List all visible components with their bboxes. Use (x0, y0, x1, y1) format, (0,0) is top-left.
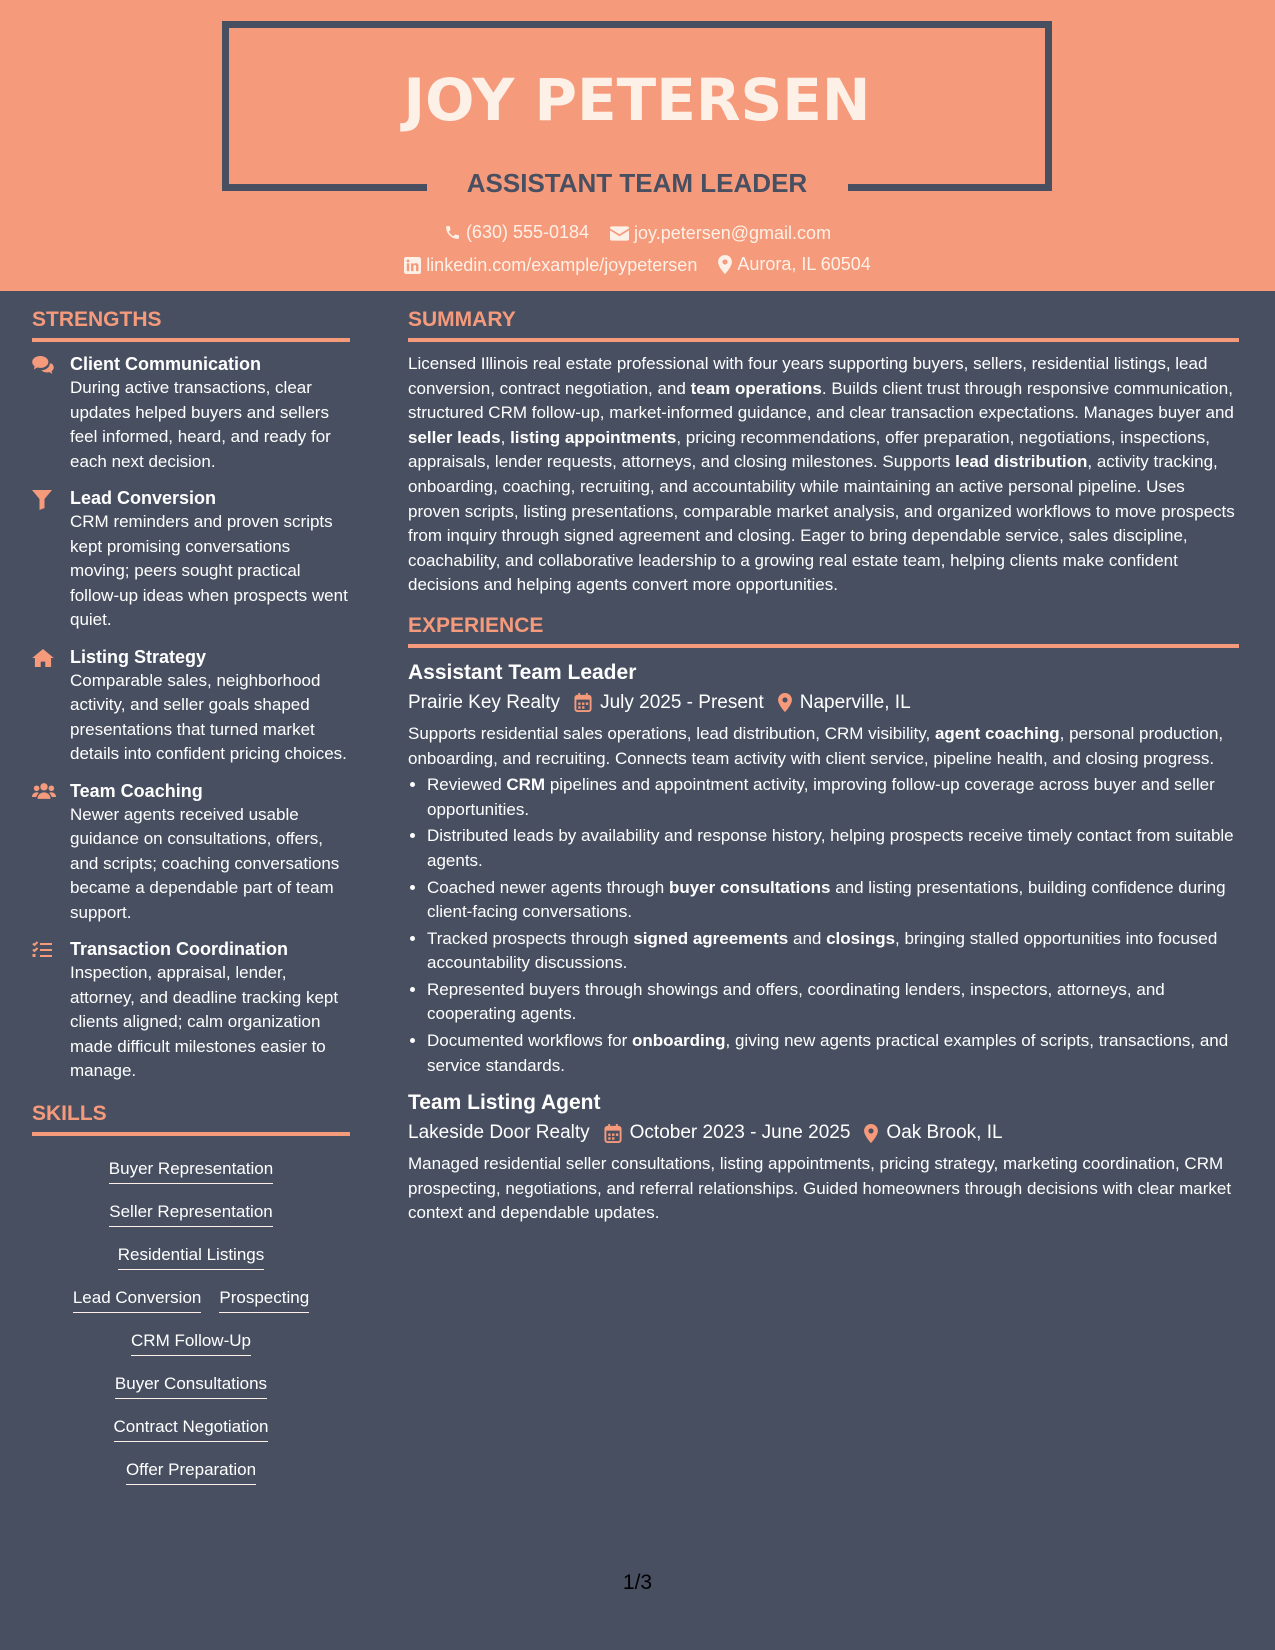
job-description: Managed residential seller consultations, listing appointments, pricing strategy, marketing coordination, CRM prospecting, negotiations, and referral relationships. Guided homeowners through decisions with clear market context and dependable updates. (408, 1154, 1232, 1223)
phone-icon (444, 224, 461, 241)
right-column (408, 304, 1239, 1226)
job-title: Team Listing Agent (408, 1091, 601, 1115)
resume-header (0, 0, 1275, 291)
candidate-name: JOY PETERSEN (403, 66, 871, 134)
map-pin-icon (864, 1124, 878, 1143)
calendar-icon (604, 1124, 622, 1143)
bullet-item: • Represented buyers through showings and offers, coordinating lenders, inspectors, attorneys, and cooperating agents. (427, 978, 1239, 1027)
summary-text: Licensed Illinois real estate professional with four years supporting buyers, sellers, residential listings, lead conversion, contract negotiation, and team operations. Builds client trust through responsive communication, structured CRM follow-up, market-informed guidance, and clear transaction expectations. Manages buyer and seller leads, listing appointments, pricing recommendations, offer preparation, negotiations, inspections, appraisals, lender requests, attorneys, and closing milestones. Supports lead distribution, activity tracking, onboarding, coaching, recruiting, and accountability while maintaining an active personal pipeline. Uses proven scripts, listing presentations, comparable market analysis, and organized workflows to move prospects from inquiry through signed agreement and closing. Eager to bring dependable service, sales discipline, coachability, and collaborative leadership to a growing real estate team, helping clients make confident decisions and helping agents convert more opportunities. (408, 354, 1235, 595)
strength-description: Inspection, appraisal, lender, attorney, and deadline tracking kept clients aligned; calm organization made difficult milestones easier to manage. (70, 963, 339, 1080)
left-column (32, 304, 350, 1494)
strength-description: During active transactions, clear updates helped buyers and sellers feel informed, heard, and ready for each next decision. (70, 378, 331, 471)
candidate-title: ASSISTANT TEAM LEADER (466, 168, 808, 198)
location-contact (718, 252, 870, 276)
skill-tag: Prospecting (219, 1287, 309, 1313)
experience-heading: EXPERIENCE (408, 610, 1239, 648)
bullet-item: • Coached newer agents through buyer consultations and listing presentations, building confidence during client-facing conversations. (427, 876, 1239, 925)
bullet-item: • Distributed leads by availability and response history, helping prospects receive timely contact from suitable agents. (427, 824, 1239, 873)
bullet-item: • Documented workflows for onboarding, giving new agents practical examples of scripts, transactions, and service standards. (427, 1029, 1239, 1078)
linkedin-contact[interactable] (404, 253, 697, 277)
email-text: joy.petersen@gmail.com (634, 223, 832, 243)
strength-item (32, 937, 350, 1084)
job-location: Oak Brook, IL (886, 1122, 1003, 1144)
skill-tag: CRM Follow-Up (131, 1330, 251, 1356)
strength-description: Newer agents received usable guidance on consultations, offers, and scripts; coaching conversations became a dependable part of team support. (70, 804, 340, 922)
chat-bubbles-icon (32, 356, 54, 374)
company-name: Prairie Key Realty (408, 691, 561, 713)
job-dates: July 2025 - Present (600, 691, 764, 713)
job-description: Supports residential sales operations, lead distribution, CRM visibility, agent coaching, personal production, onboarding, and recruiting. Connects team activity with client service, pipeline health, and closing progress. (408, 723, 1224, 768)
map-pin-icon (718, 255, 732, 274)
skill-tag: Residential Listings (118, 1244, 264, 1270)
job-meta (408, 1118, 1239, 1148)
strength-title: Listing Strategy (70, 646, 207, 667)
funnel-icon (32, 490, 52, 510)
checklist-icon (32, 941, 52, 958)
envelope-icon (610, 226, 629, 241)
job-dates: October 2023 - June 2025 (629, 1122, 851, 1144)
users-icon (32, 783, 56, 799)
strengths-heading: STRENGTHS (32, 304, 350, 342)
company-name: Lakeside Door Realty (408, 1122, 590, 1144)
skills-heading: SKILLS (32, 1098, 350, 1136)
phone-text: (630) 555-0184 (465, 222, 590, 242)
strength-item (32, 486, 350, 633)
summary-heading: SUMMARY (408, 304, 1239, 342)
email-contact[interactable] (610, 221, 831, 245)
skill-tag: Seller Representation (109, 1201, 272, 1227)
bullet-item: • Tracked prospects through signed agreements and closings, bringing stalled opportunities into focused accountability discussions. (427, 927, 1239, 976)
job-entry (408, 658, 1239, 1078)
strength-title: Lead Conversion (70, 488, 217, 508)
map-pin-icon (778, 693, 792, 712)
bullet-item: • Reviewed CRM pipelines and appointment activity, improving follow-up coverage across buyer and seller opportunities. (427, 773, 1239, 822)
contact-row-2 (0, 252, 1275, 280)
calendar-icon (574, 693, 592, 712)
skill-tag: Lead Conversion (73, 1287, 202, 1313)
strength-description: Comparable sales, neighborhood activity, and seller goals shaped presentations that turned market details into confident pricing choices. (70, 670, 347, 763)
strength-description: CRM reminders and proven scripts kept promising conversations moving; peers sought practical follow-up ideas when prospects went quiet. (70, 512, 348, 629)
skill-tag: Contract Negotiation (114, 1416, 269, 1442)
job-meta (408, 688, 1239, 718)
strength-item (32, 645, 350, 767)
job-bullets (408, 773, 1239, 1078)
strength-item (32, 352, 350, 474)
job-entry (408, 1088, 1239, 1226)
skill-tag: Buyer Consultations (115, 1373, 267, 1399)
job-title: Assistant Team Leader (408, 660, 637, 684)
strength-title: Client Communication (70, 354, 262, 374)
contact-row-1 (0, 220, 1275, 247)
job-location: Naperville, IL (799, 691, 911, 713)
phone-contact[interactable] (444, 220, 589, 244)
strength-title: Team Coaching (70, 780, 203, 801)
strength-item (32, 779, 350, 926)
linkedin-icon (404, 257, 421, 274)
skill-tag: Offer Preparation (126, 1459, 256, 1485)
skills-list (32, 1146, 350, 1494)
home-icon (32, 649, 54, 667)
linkedin-text: linkedin.com/example/joypetersen (426, 255, 698, 275)
location-text: Aurora, IL 60504 (737, 254, 871, 274)
skill-tag: Buyer Representation (109, 1158, 273, 1184)
strength-title: Transaction Coordination (70, 939, 289, 959)
page-number: 1/3 (622, 1571, 653, 1594)
